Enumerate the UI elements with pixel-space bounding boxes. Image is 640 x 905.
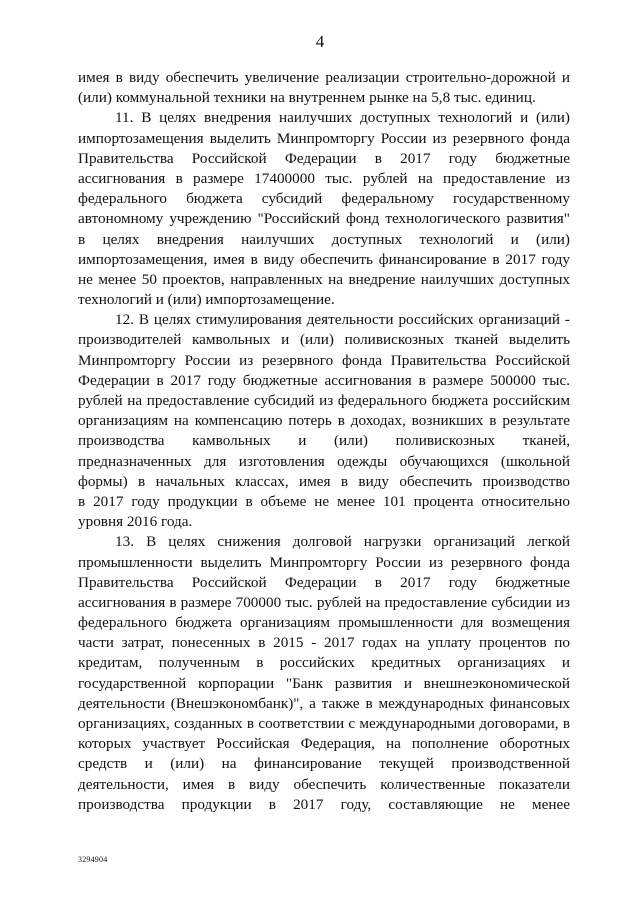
text-line: части затрат, понесенных в 2015 - 2017 годах на уплату процентов по [78,634,570,652]
text-line: кредитам, полученным в российских кредитных организациях и [78,654,570,672]
text-line: федерального бюджета субсидий федеральному государственному [78,190,570,208]
text-line: деятельности (Внешэкономбанк)", а также в международных финансовых [78,694,570,712]
text-line: Правительства Российской Федерации в 2017 году бюджетные [78,573,570,591]
text-line: автономному учреждению "Российский фонд технологического развития" [78,210,570,228]
document-body [78,68,570,815]
text-line: импортозамещения выделить Минпромторгу России из резервного фонда [78,129,570,147]
text-line: Федерации в 2017 году бюджетные ассигнования в размере 500000 тыс. [78,371,570,389]
text-line: государственной корпорации "Банк развития и внешнеэкономической [78,674,570,692]
text-line: которых участвует Российская Федерация, на пополнение оборотных [78,735,570,753]
text-line: имея в виду обеспечить увеличение реализации строительно-дорожной и [78,69,570,86]
text-line: средств и (или) на финансирование текущей производственной [78,755,570,773]
text-line: предназначенных для изготовления одежды обучающихся (школьной [78,452,570,470]
text-line: производителей камвольных и (или) поливискозных тканей выделить [78,331,570,349]
text-line: Минпромторгу России из резервного фонда Правительства Российской [78,351,570,369]
text-line: федерального бюджета организациям промышленности для возмещения [78,614,570,632]
text-line: не менее 50 проектов, направленных на внедрение наилучших доступных [78,270,570,288]
text-line: технологий и (или) импортозамещение. [78,291,335,309]
text-line: уровня 2016 года. [78,513,193,531]
text-line: в 2017 году продукции в объеме не менее 101 процента относительно [78,492,570,510]
text-line: организациям на компенсацию потерь в доходах, возникших в результате [78,412,570,430]
text-line: ассигнования в размере 700000 тыс. рублей на предоставление субсидии из [78,593,570,611]
text-line: Правительства Российской Федерации в 2017 году бюджетные [78,149,570,167]
text-line: 13. В целях снижения долговой нагрузки организаций легкой [115,533,570,551]
text-line: рублей на предоставление субсидий из федерального бюджета российским [78,392,570,409]
text-line: производства продукции в 2017 году, составляющие не менее [78,795,570,813]
text-line: промышленности выделить Минпромторгу России из резервного фонда [78,553,570,571]
text-line: деятельности, имея в виду обеспечить количественные показатели [78,775,570,793]
text-line: импортозамещения, имея в виду обеспечить финансирование в 2017 году [78,250,570,268]
page-number: 4 [315,32,325,51]
text-line: организациях, созданных в соответствии с международными договорами, в [78,715,570,732]
text-line: (или) коммунальной техники на внутреннем рынке на 5,8 тыс. единиц. [78,89,536,107]
text-line: 12. В целях стимулирования деятельности российских организаций - [115,311,570,329]
text-line: производства камвольных и (или) поливискозных тканей, [78,432,570,450]
text-line: в целях внедрения наилучших доступных технологий и (или) [78,230,570,248]
text-line: 11. В целях внедрения наилучших доступных технологий и (или) [115,109,570,127]
text-line: ассигнования в размере 17400000 тыс. рублей на предоставление из [78,169,570,187]
document-code: 3294904 [78,855,108,864]
text-line: формы) в начальных классах, имея в виду обеспечить производство [78,472,570,490]
